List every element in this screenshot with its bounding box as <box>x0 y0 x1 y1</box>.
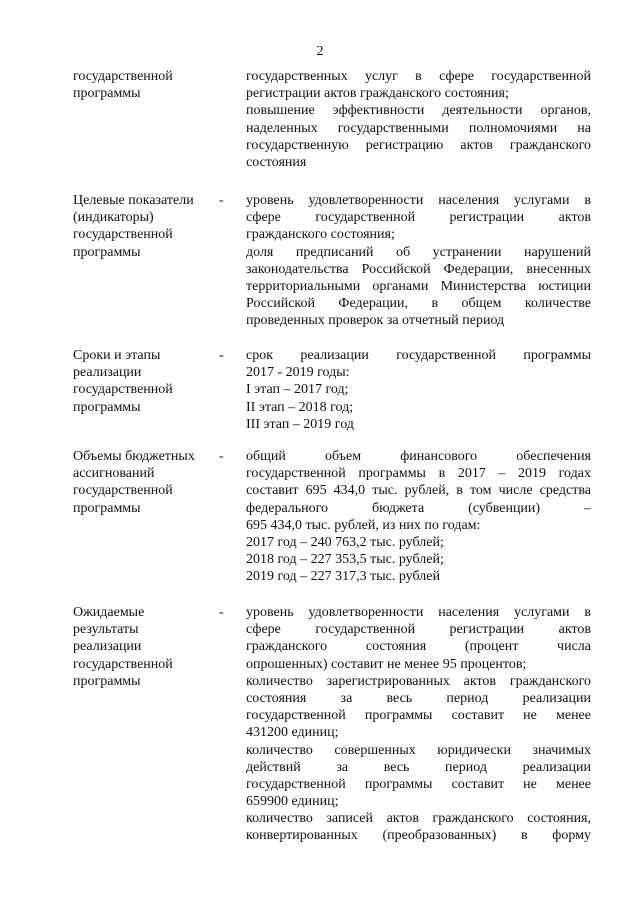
section-content <box>246 68 591 171</box>
section-content <box>246 448 591 586</box>
content-line: гражданского состояния (процент числа <box>246 639 591 655</box>
label-line: Объемы бюджетных <box>73 449 195 464</box>
section-label <box>73 68 218 102</box>
content-line: 2018 год – 227 353,5 тыс. рублей; <box>246 552 444 568</box>
label-line: реализации <box>73 639 142 655</box>
content-line: государственных услуг в сфере государственной <box>246 69 591 84</box>
label-line: (индикаторы) <box>73 210 154 226</box>
section-label <box>73 604 218 690</box>
label-line: государственной <box>73 382 173 398</box>
section-content <box>246 192 591 330</box>
label-line: результаты <box>73 622 139 638</box>
content-line: законодательства Российской Федерации, внесенных <box>246 261 591 277</box>
section-dash: - <box>219 605 224 620</box>
section-dash: - <box>219 348 224 363</box>
content-line: состояния <box>246 154 307 170</box>
section-dash: - <box>219 193 224 208</box>
content-line: 2017 год – 240 763,2 тыс. рублей; <box>246 534 444 550</box>
content-line: государственной программы составит не менее <box>246 776 591 792</box>
content-line: действий за весь период реализации <box>246 759 591 775</box>
content-line: III этап – 2019 год <box>246 416 354 432</box>
content-line: уровень удовлетворенности населения услугами в <box>246 605 591 620</box>
content-line: уровень удовлетворенности населения услугами в <box>246 193 591 208</box>
label-line: ассигнований <box>73 466 155 482</box>
content-line: проведенных проверок за отчетный период <box>246 313 505 329</box>
content-line: II этап – 2018 год; <box>246 399 354 415</box>
label-line: государственной <box>73 227 173 243</box>
content-line: составит 695 434,0 тыс. рублей, в том числе средства <box>246 483 591 499</box>
label-line: реализации <box>73 365 142 381</box>
content-line: Российской Федерации, в общем количестве <box>246 296 591 312</box>
label-line: программы <box>73 86 141 102</box>
content-line: наделенных государственными полномочиями на <box>246 120 591 136</box>
label-line: Целевые показатели <box>73 193 194 208</box>
section-content <box>246 347 591 433</box>
section-dash: - <box>219 449 224 464</box>
content-line: федерального бюджета (субвенции) – <box>246 500 591 516</box>
content-line: 431200 единиц; <box>246 725 339 741</box>
label-line: программы <box>73 399 141 415</box>
label-line: государственной <box>73 69 173 84</box>
content-line: регистрации актов гражданского состояния; <box>246 86 509 102</box>
label-line: государственной <box>73 656 173 672</box>
content-line: конвертированных (преобразованных) в форму <box>246 828 591 844</box>
content-line: доля предписаний об устранении нарушений <box>246 244 591 260</box>
content-line: срок реализации государственной программы <box>246 348 591 363</box>
content-line: 2019 год – 227 317,3 тыс. рублей <box>246 569 440 585</box>
content-line: повышение эффективности деятельности органов, <box>246 103 591 119</box>
section-label <box>73 347 218 416</box>
content-line: общий объем финансового обеспечения <box>246 449 591 464</box>
content-line: государственную регистрацию актов гражданского <box>246 137 591 153</box>
content-line: государственной программы составит не менее <box>246 708 591 724</box>
content-line: гражданского состояния; <box>246 227 395 243</box>
label-line: программы <box>73 244 141 260</box>
content-line: сфере государственной регистрации актов <box>246 210 591 226</box>
section-label <box>73 192 218 261</box>
content-line: государственной программы в 2017 – 2019 годах <box>246 466 591 482</box>
content-line: I этап – 2017 год; <box>246 382 349 398</box>
label-line: программы <box>73 673 141 689</box>
content-line: сфере государственной регистрации актов <box>246 622 591 638</box>
label-line: Сроки и этапы <box>73 348 161 363</box>
content-line: состояния за весь период реализации <box>246 690 591 706</box>
content-line: территориальными органами Министерства юстиции <box>246 278 591 294</box>
label-line: Ожидаемые <box>73 605 145 620</box>
content-line: количество совершенных юридически значимых <box>246 742 591 758</box>
content-line: 659900 единиц; <box>246 794 339 810</box>
label-line: государственной <box>73 483 173 499</box>
section-label <box>73 448 218 517</box>
label-line: программы <box>73 500 141 516</box>
section-content <box>246 604 591 845</box>
page-number: 2 <box>316 44 324 59</box>
content-line: количество записей актов гражданского состояния, <box>246 811 591 827</box>
content-line: 695 434,0 тыс. рублей, из них по годам: <box>246 517 481 533</box>
content-line: 2017 - 2019 годы: <box>246 365 350 381</box>
content-line: опрошенных) составит не менее 95 процентов; <box>246 656 527 672</box>
content-line: количество зарегистрированных актов гражданского <box>246 673 591 689</box>
